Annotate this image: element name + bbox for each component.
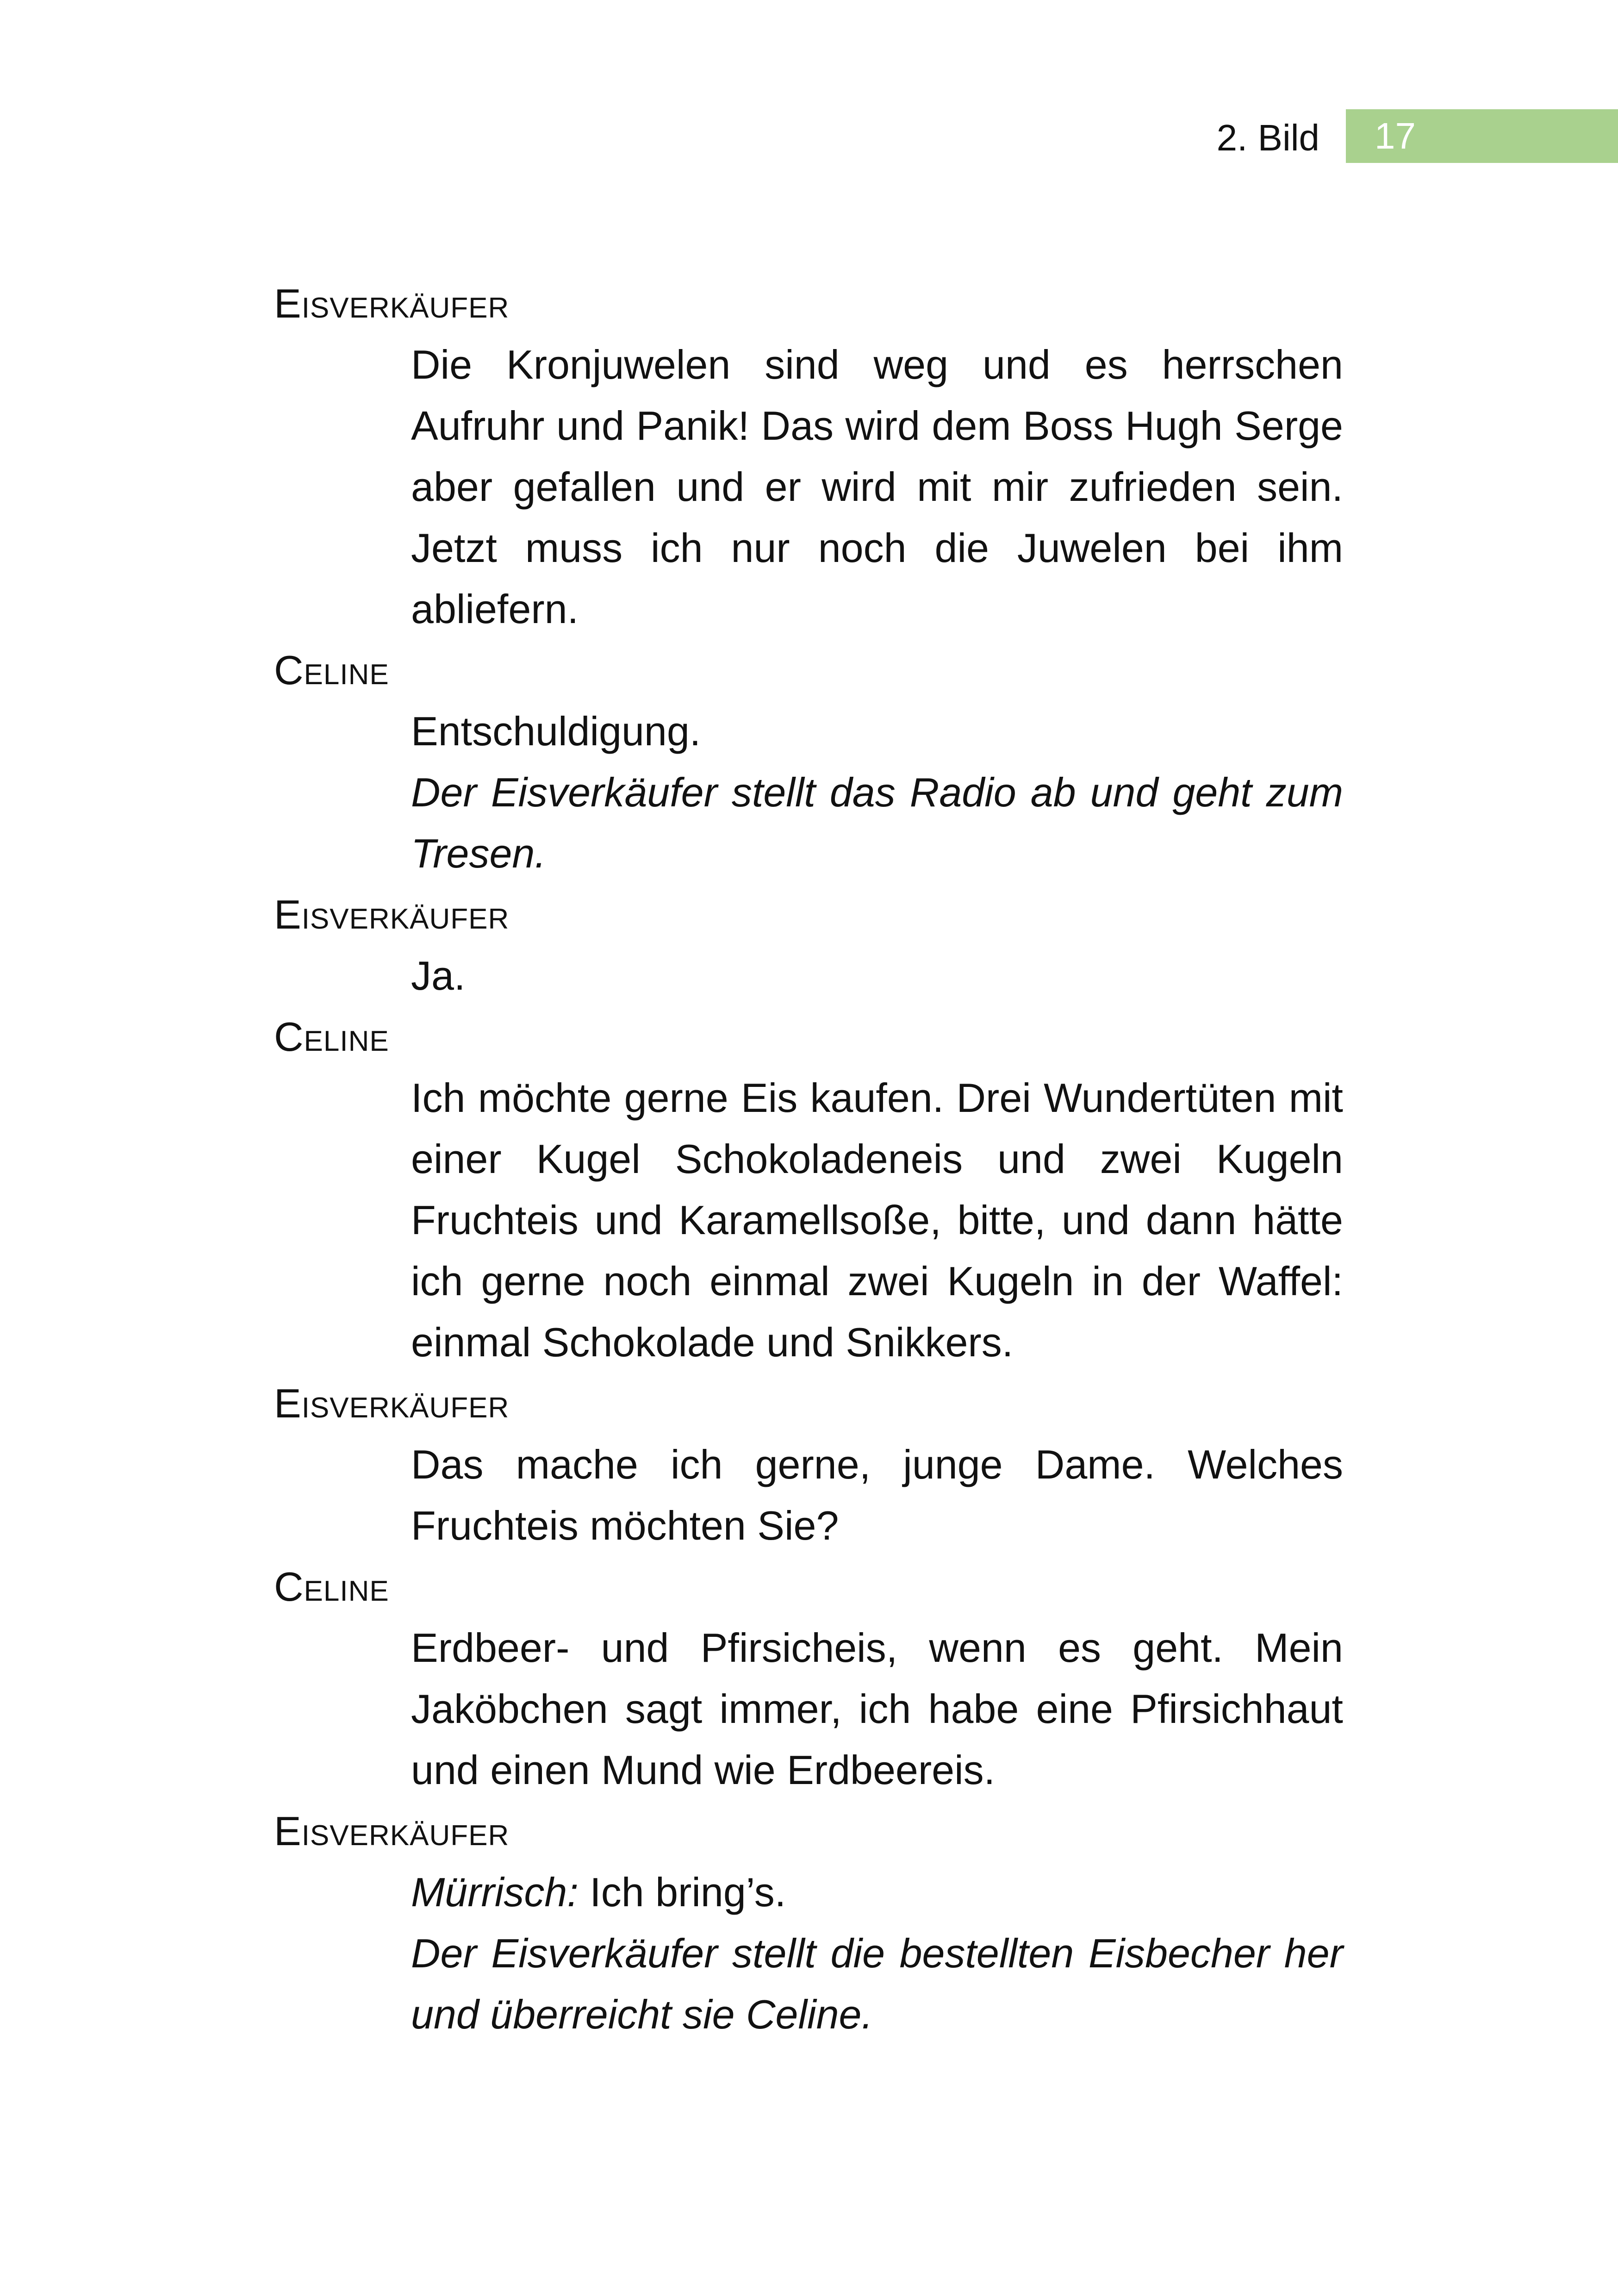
speaker-name: Celine — [274, 647, 389, 693]
stage-direction-inline: Mürrisch: — [411, 1869, 579, 1915]
speaker-name: Eisverkäufer — [274, 1808, 510, 1854]
speech-line-text: Ich bring’s. — [578, 1869, 786, 1915]
speech-block — [411, 1617, 1343, 1801]
speech-line: Entschuldigung. — [411, 708, 701, 754]
page-number-tab — [1346, 109, 1618, 163]
speaker-name: Celine — [274, 1564, 389, 1610]
speech-block — [411, 945, 1343, 1006]
speech-block — [411, 1067, 1343, 1373]
speech-block — [411, 1434, 1343, 1556]
speech-line: Erdbeer- und Pfirsicheis, wenn es geht. Mein Jaköbchen sagt immer, ich habe eine Pfirsichhaut und einen Mund wie Erdbeereis. — [411, 1625, 1343, 1793]
speech-line — [411, 1862, 1343, 1923]
stage-direction: Der Eisverkäufer stellt das Radio ab und geht zum Tresen. — [411, 769, 1343, 876]
speech-line: Die Kronjuwelen sind weg und es herrschen Aufruhr und Panik! Das wird dem Boss Hugh Serge aber gefallen und er wird mit mir zufrieden sein. Jetzt muss ich nur noch die Juwelen bei ihm abliefern. — [411, 342, 1343, 632]
speech-line: Ja. — [411, 953, 466, 998]
speaker-name: Eisverkäufer — [274, 1380, 510, 1426]
running-header-title: 2. Bild — [1216, 117, 1319, 158]
dialogue-script — [274, 273, 1343, 2045]
speech-line: Das mache ich gerne, junge Dame. Welches Fruchteis möchten Sie? — [411, 1441, 1343, 1548]
page-number: 17 — [1375, 115, 1416, 156]
speaker-name: Celine — [274, 1014, 389, 1060]
speaker-name: Eisverkäufer — [274, 281, 510, 326]
speech-block — [411, 1862, 1343, 2045]
speaker-name: Eisverkäufer — [274, 892, 510, 937]
speech-line: Ich möchte gerne Eis kaufen. Drei Wundertüten mit einer Kugel Schokoladeneis und zwei Kugeln Fruchteis und Karamellsoße, bitte, und dann hätte ich gerne noch einmal zwei Kugeln in der Waffel: einmal Schokolade und Snikkers. — [411, 1075, 1343, 1365]
speech-block — [411, 334, 1343, 640]
stage-direction: Der Eisverkäufer stellt die bestellten Eisbecher her und überreicht sie Celine. — [411, 1930, 1343, 2037]
speech-block — [411, 701, 1343, 884]
